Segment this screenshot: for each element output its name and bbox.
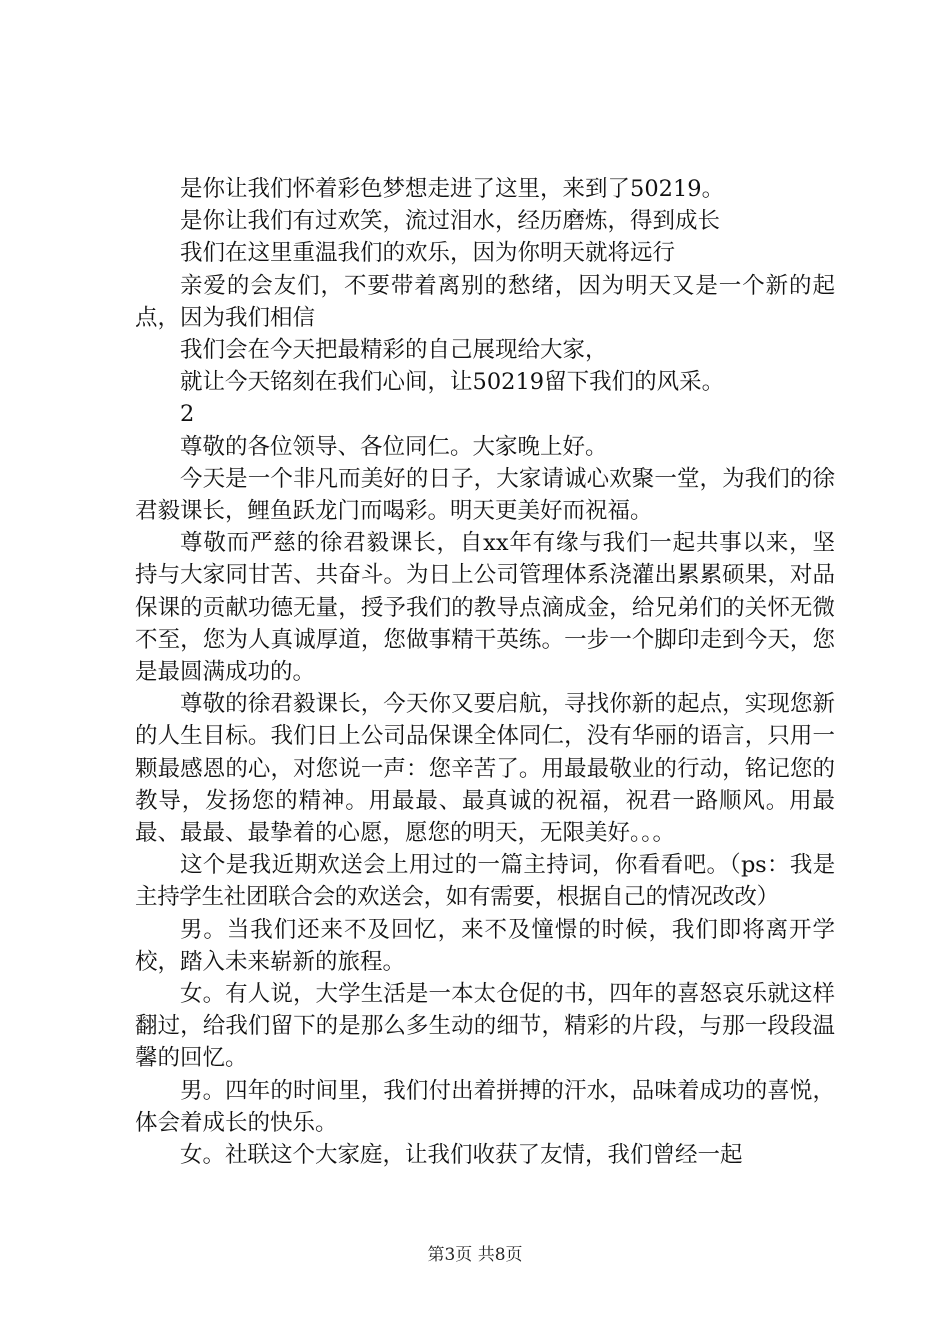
paragraph: 尊敬的徐君毅课长，今天你又要启航，寻找你新的起点，实现您新的人生目标。我们日上公司品保课全体同仁，没有华丽的语言，只用一颗最感恩的心，对您说一声：您辛苦了。用最最敬业的行动，铭记您的教导，发扬您的精神。用最最、最真诚的祝福，祝君一路顺风。用最最、最最、最挚着的心愿，愿您的明天，无限美好。。。 bbox=[135, 691, 835, 847]
paragraph: 男。四年的时间里，我们付出着拼搏的汗水，品味着成功的喜悦，体会着成长的快乐。 bbox=[135, 1077, 835, 1136]
page-footer: 第3页 共8页 bbox=[427, 1245, 523, 1265]
paragraph: 男。当我们还来不及回忆，来不及憧憬的时候，我们即将离开学校，踏入未来崭新的旅程。 bbox=[135, 916, 835, 975]
paragraph: 我们在这里重温我们的欢乐，因为你明天就将远行 bbox=[180, 240, 676, 267]
paragraph: 今天是一个非凡而美好的日子，大家请诚心欢聚一堂，为我们的徐君毅课长，鲤鱼跃龙门而喝彩。明天更美好而祝福。 bbox=[135, 465, 835, 525]
paragraph: 就让今天铭刻在我们心间，让50219留下我们的风采。 bbox=[180, 369, 725, 396]
paragraph: 尊敬而严慈的徐君毅课长，自xx年有缘与我们一起共事以来，坚持与大家同甘苦、共奋斗。为日上公司管理体系浇灌出累累硕果，对品保课的贡献功德无量，授予我们的教导点滴成金，给兄弟们的关怀无微不至，您为人真诚厚道，您做事精干英练。一步一个脚印走到今天，您是最圆满成功的。 bbox=[135, 530, 835, 686]
paragraph: 这个是我近期欢送会上用过的一篇主持词，你看看吧。（ps：我是主持学生社团联合会的欢送会，如有需要，根据自己的情况改改） bbox=[135, 852, 835, 911]
paragraph: 尊敬的各位领导、各位同仁。大家晚上好。 bbox=[180, 433, 608, 460]
paragraph: 女。社联这个大家庭，让我们收获了友情，我们曾经一起 bbox=[180, 1142, 743, 1169]
paragraph: 亲爱的会友们，不要带着离别的愁绪，因为明天又是一个新的起点，因为我们相信 bbox=[135, 272, 835, 331]
paragraph: 是你让我们怀着彩色梦想走进了这里，来到了50219。 bbox=[180, 176, 725, 202]
paragraph: 女。有人说，大学生活是一本太仓促的书，四年的喜怒哀乐就这样翻过，给我们留下的是那么多生动的细节，精彩的片段，与那一段段温馨的回忆。 bbox=[135, 981, 835, 1072]
section-number: 2 bbox=[180, 401, 195, 428]
paragraph: 我们会在今天把最精彩的自己展现给大家， bbox=[180, 337, 608, 364]
document-body bbox=[135, 173, 835, 1171]
paragraph: 是你让我们有过欢笑，流过泪水，经历磨炼，得到成长 bbox=[180, 208, 721, 235]
